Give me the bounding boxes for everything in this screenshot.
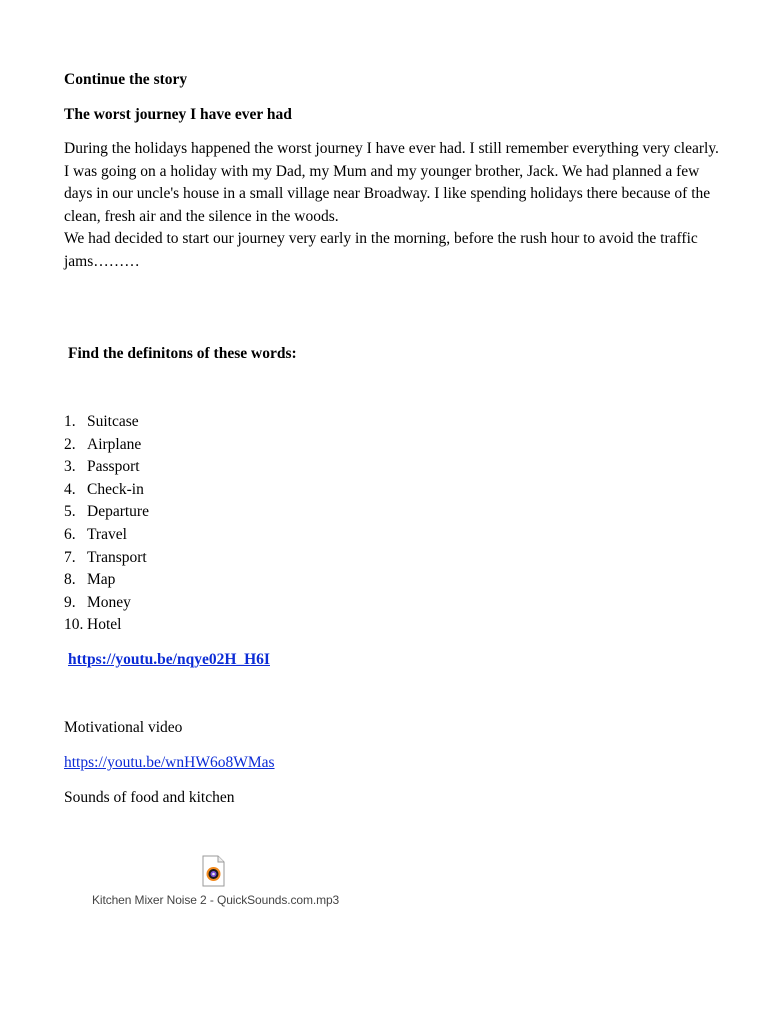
list-word: Check-in: [87, 480, 144, 498]
list-number: 2.: [64, 435, 76, 453]
audio-attachment[interactable]: [92, 855, 352, 915]
list-number: 4.: [64, 480, 76, 498]
list-word: Money: [87, 593, 131, 611]
list-item: [64, 614, 149, 637]
sounds-label: Sounds of food and kitchen: [64, 789, 235, 806]
list-number: 9.: [64, 593, 76, 611]
story-title: The worst journey I have ever had: [64, 106, 292, 123]
word-list: [64, 411, 149, 637]
find-definitions-heading: Find the definitons of these words:: [68, 345, 297, 362]
list-number: 1.: [64, 413, 76, 430]
list-word: Hotel: [87, 616, 122, 634]
list-number: 10.: [64, 616, 84, 634]
list-number: 8.: [64, 571, 76, 589]
audio-file-icon: [202, 855, 225, 887]
list-item: [64, 434, 149, 457]
list-item: [64, 479, 149, 502]
list-item: [64, 569, 149, 592]
list-word: Passport: [87, 458, 140, 476]
story-paragraph: During the holidays happened the worst journey I have ever had. I still remember everything very clearly. I was going on a holiday with my Dad, my Mum and my younger brother, Jack. We had planned a few days in our uncle's house in a small village near Broadway. I like spending holidays there because of the clean, fresh air and the silence in the woods.: [64, 140, 719, 225]
list-number: 6.: [64, 525, 76, 543]
list-word: Airplane: [87, 435, 142, 453]
list-word: Travel: [87, 525, 127, 543]
list-item: [64, 501, 149, 524]
list-word: Transport: [87, 548, 147, 566]
motivational-video-label: Motivational video: [64, 719, 183, 736]
story-paragraph: We had decided to start our journey very early in the morning, before the rush hour to avoid the traffic jams………: [64, 230, 698, 270]
list-number: 7.: [64, 548, 76, 566]
list-number: 3.: [64, 458, 76, 476]
list-word: Map: [87, 571, 116, 589]
list-number: 5.: [64, 503, 76, 521]
youtube-link-2[interactable]: https://youtu.be/wnHW6o8WMas: [64, 754, 275, 771]
list-item: [64, 456, 149, 479]
list-word: Suitcase: [87, 413, 139, 430]
list-item: [64, 411, 149, 434]
list-item: [64, 524, 149, 547]
list-item: [64, 592, 149, 615]
attachment-file-name: Kitchen Mixer Noise 2 - QuickSounds.com.mp3: [92, 893, 340, 907]
story-text: [64, 138, 724, 274]
list-item: [64, 547, 149, 570]
youtube-link-1[interactable]: https://youtu.be/nqye02H_H6I: [68, 651, 270, 668]
heading-continue-story: Continue the story: [64, 71, 188, 88]
list-word: Departure: [87, 503, 149, 521]
